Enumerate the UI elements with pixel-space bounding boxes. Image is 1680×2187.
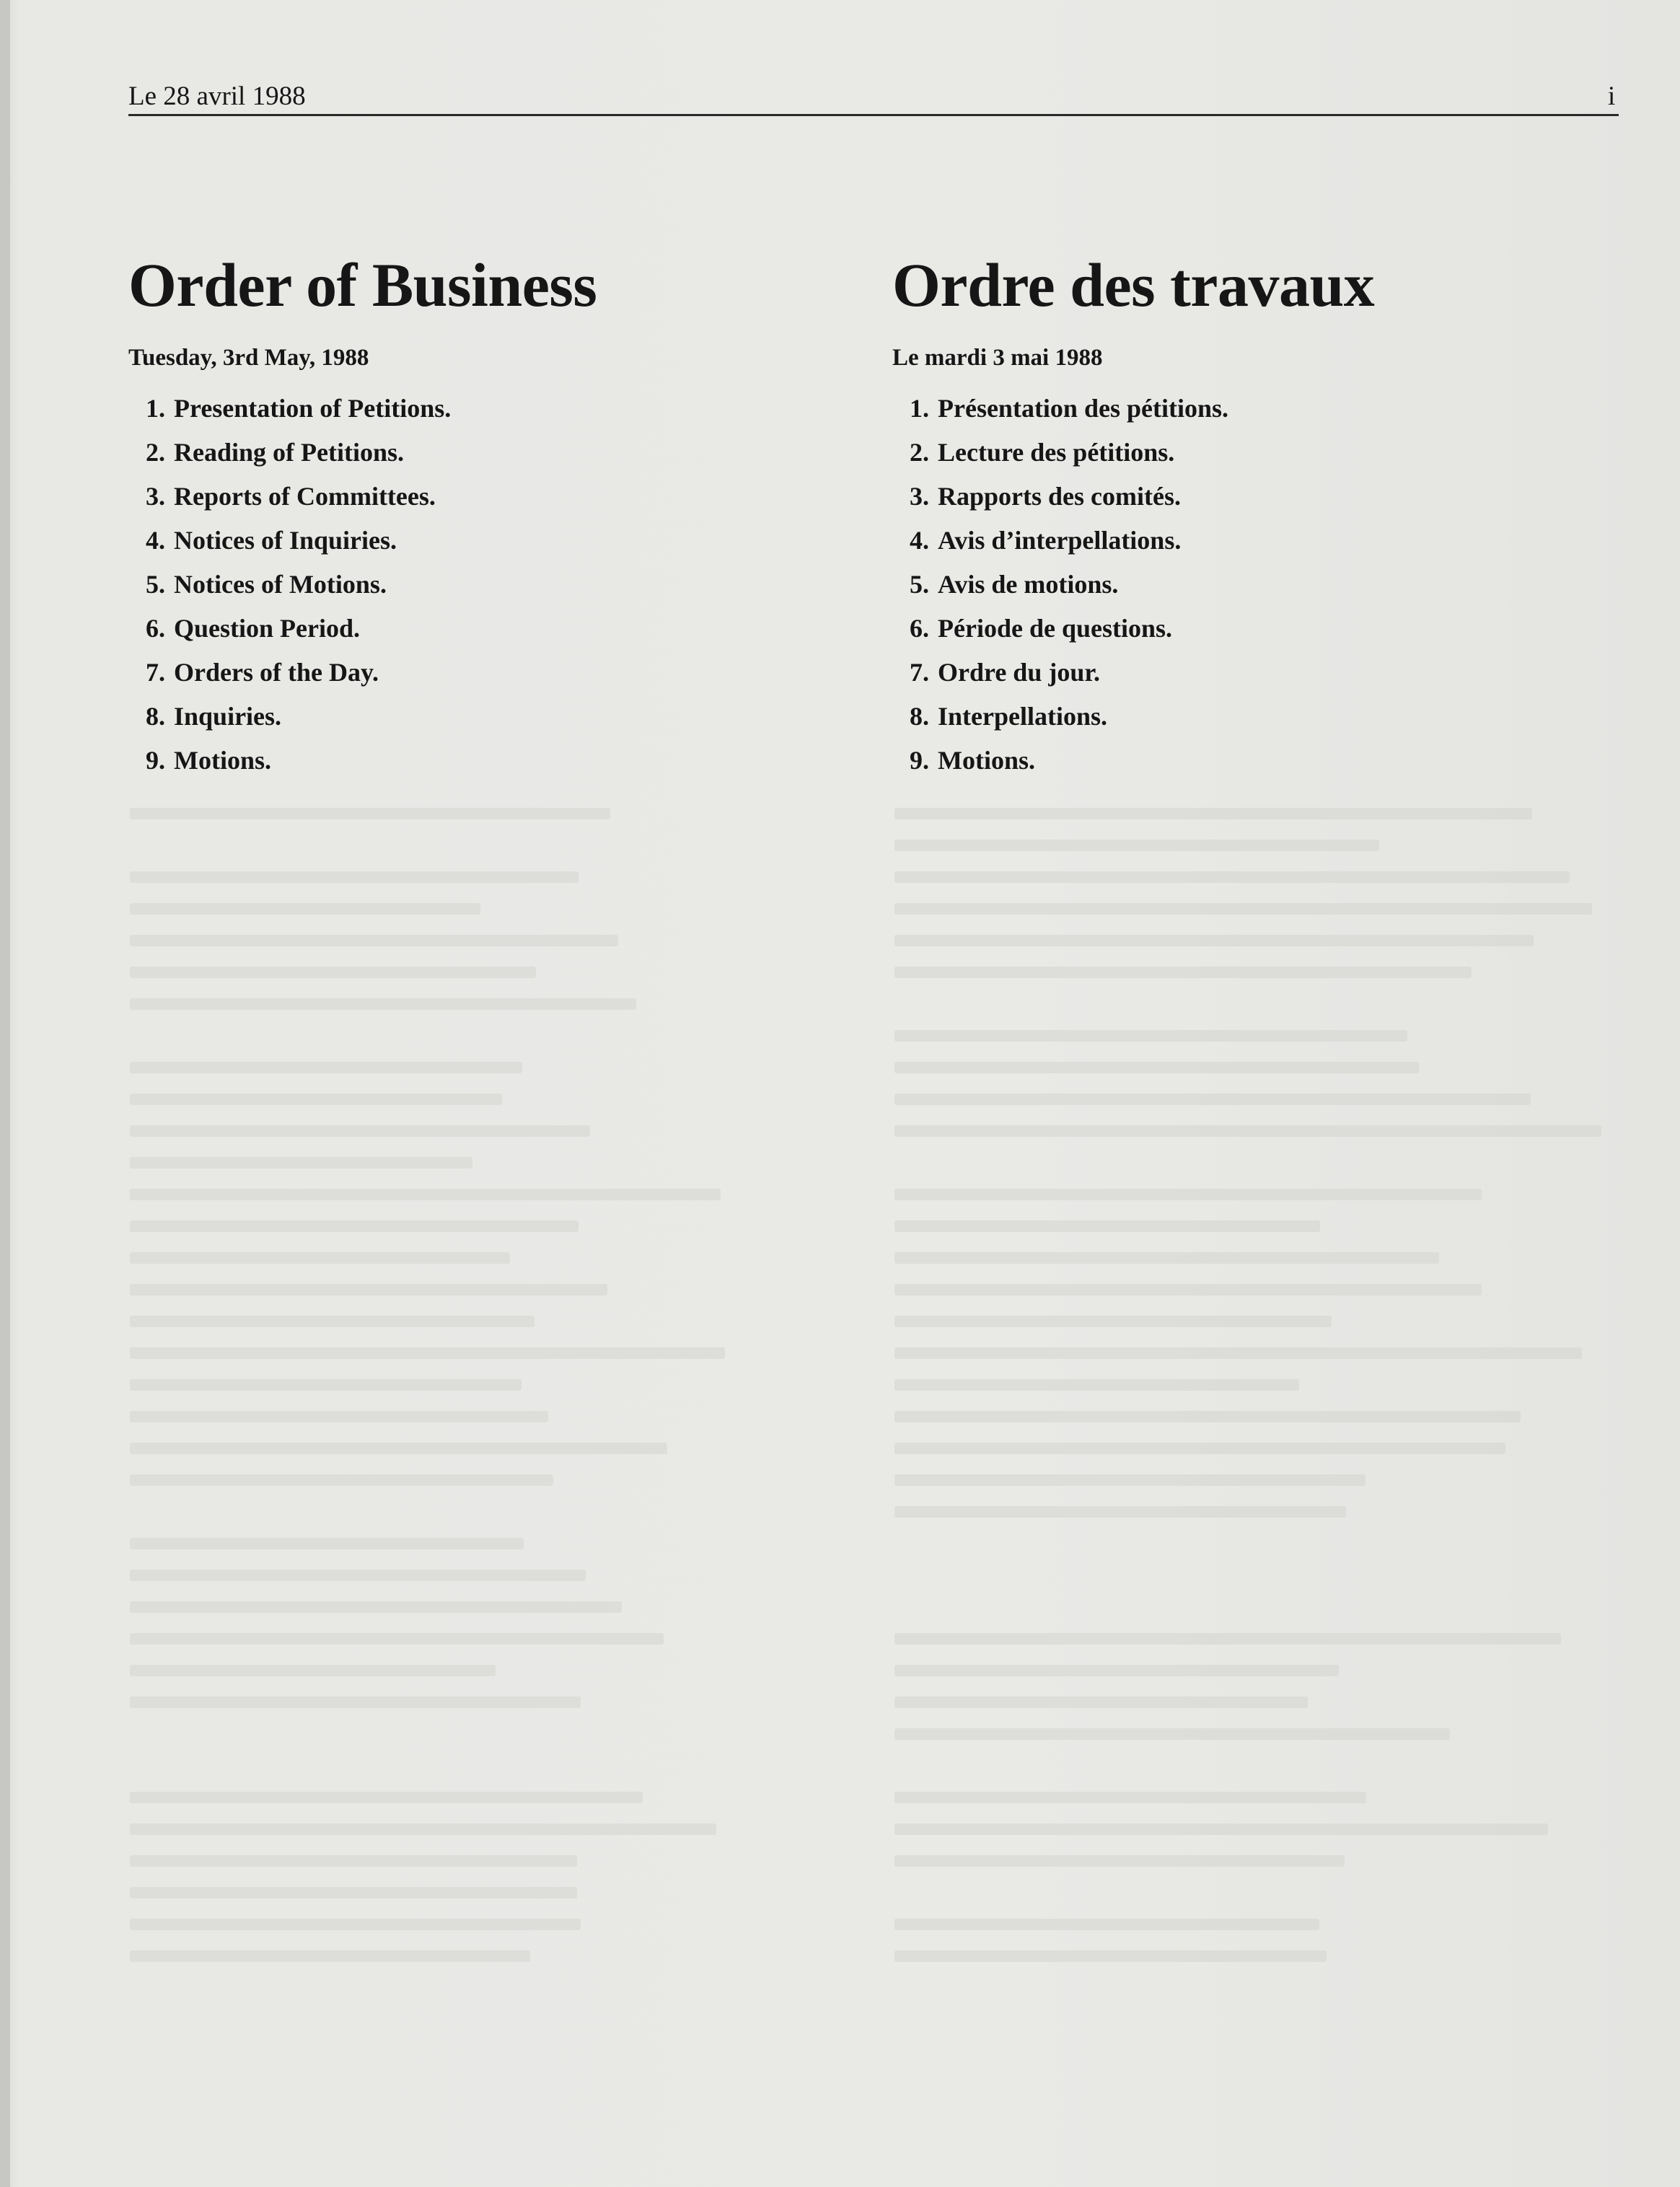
bleed-through-line — [130, 808, 610, 819]
item-label: Période de questions. — [938, 614, 1173, 643]
bleed-through-line — [894, 1316, 1332, 1327]
bleed-through-line — [130, 1538, 524, 1549]
bleed-through-line — [894, 1062, 1419, 1073]
french-order-list — [892, 393, 1228, 789]
item-label: Ordre du jour. — [938, 658, 1101, 687]
item-label: Avis de motions. — [938, 570, 1119, 599]
list-item — [892, 393, 1228, 437]
item-label: Notices of Motions. — [174, 570, 387, 599]
list-item — [128, 701, 451, 745]
bleed-through-line — [894, 1379, 1299, 1391]
bleed-through-line — [130, 1347, 725, 1359]
item-number: 2. — [910, 438, 929, 467]
list-item — [892, 525, 1228, 569]
item-number: 1. — [910, 394, 929, 423]
bleed-through-line — [894, 1411, 1521, 1422]
item-label: Rapports des comités. — [938, 482, 1181, 511]
bleed-through-line — [894, 808, 1532, 819]
item-label: Motions. — [174, 746, 271, 775]
list-item — [892, 701, 1228, 745]
french-date: Le mardi 3 mai 1988 — [892, 345, 1103, 371]
item-number: 4. — [146, 526, 165, 555]
header-rule — [128, 114, 1619, 116]
bleed-through-line — [130, 1189, 721, 1200]
bleed-through-line — [130, 1792, 643, 1803]
bleed-through-line — [894, 1823, 1548, 1835]
list-item — [128, 437, 451, 481]
english-order-list — [128, 393, 451, 789]
item-number: 7. — [910, 658, 929, 687]
bleed-through-line — [894, 1919, 1319, 1930]
bleed-through-line — [130, 1474, 553, 1486]
bleed-through-line — [130, 1919, 581, 1930]
item-number: 4. — [910, 526, 929, 555]
list-item — [892, 745, 1228, 789]
item-number: 3. — [146, 482, 165, 511]
bleed-through-line — [894, 967, 1472, 978]
bleed-through-line — [894, 1094, 1531, 1105]
list-item — [128, 613, 451, 657]
bleed-through-line — [130, 903, 480, 915]
list-item — [892, 657, 1228, 701]
list-item — [892, 613, 1228, 657]
item-number: 8. — [146, 702, 165, 731]
bleed-through-line — [894, 1030, 1407, 1042]
bleed-through-line — [894, 1125, 1601, 1137]
bleed-through-line — [130, 1443, 667, 1454]
list-item — [892, 569, 1228, 613]
bleed-through-line — [894, 1728, 1450, 1740]
header-date: Le 28 avril 1988 — [128, 82, 306, 111]
bleed-through-line — [130, 1570, 586, 1581]
item-label: Presentation of Petitions. — [174, 394, 452, 423]
item-number: 5. — [910, 570, 929, 599]
item-label: Notices of Inquiries. — [174, 526, 397, 555]
item-label: Question Period. — [174, 614, 360, 643]
item-number: 3. — [910, 482, 929, 511]
bleed-through-line — [894, 1474, 1365, 1486]
bleed-through-line — [894, 1189, 1482, 1200]
bleed-through-line — [130, 1823, 716, 1835]
bleed-through-line — [130, 1062, 522, 1073]
item-label: Orders of the Day. — [174, 658, 379, 687]
bleed-through-line — [894, 1284, 1482, 1295]
page-number: i — [1608, 82, 1616, 111]
bleed-through-line — [894, 840, 1379, 851]
bleed-through-line — [130, 998, 636, 1010]
bleed-through-line — [130, 1379, 522, 1391]
bleed-through-line — [894, 1220, 1320, 1232]
english-date: Tuesday, 3rd May, 1988 — [128, 345, 369, 371]
list-item — [128, 657, 451, 701]
bleed-through-line — [894, 1950, 1327, 1962]
bleed-through-line — [130, 1094, 502, 1105]
list-item — [128, 393, 451, 437]
list-item — [892, 437, 1228, 481]
item-number: 9. — [146, 746, 165, 775]
bleed-through-line — [894, 1855, 1345, 1867]
item-label: Reading of Petitions. — [174, 438, 404, 467]
bleed-through-line — [130, 1855, 577, 1867]
item-number: 6. — [146, 614, 165, 643]
item-label: Avis d’interpellations. — [938, 526, 1182, 555]
bleed-through-line — [894, 1792, 1366, 1803]
bleed-through-line — [894, 1697, 1308, 1708]
bleed-through-line — [130, 1252, 510, 1264]
item-number: 8. — [910, 702, 929, 731]
bleed-through-line — [130, 1284, 607, 1295]
item-label: Motions. — [938, 746, 1035, 775]
bleed-through-line — [894, 871, 1570, 883]
item-label: Inquiries. — [174, 702, 282, 731]
bleed-through-line — [130, 1601, 622, 1613]
item-label: Interpellations. — [938, 702, 1108, 731]
list-item — [128, 481, 451, 525]
bleed-through-line — [894, 935, 1534, 946]
bleed-through-line — [894, 903, 1592, 915]
bleed-through-line — [130, 1411, 548, 1422]
item-label: Reports of Committees. — [174, 482, 436, 511]
list-item — [892, 481, 1228, 525]
bleed-through-line — [894, 1506, 1346, 1518]
bleed-through-line — [130, 1665, 496, 1676]
page-spine-shadow — [0, 0, 10, 2187]
french-title: Ordre des travaux — [892, 250, 1375, 320]
item-number: 5. — [146, 570, 165, 599]
item-number: 1. — [146, 394, 165, 423]
bleed-through-line — [130, 1633, 664, 1645]
bleed-through-line — [130, 935, 618, 946]
bleed-through-line — [130, 1887, 577, 1898]
list-item — [128, 525, 451, 569]
bleed-through-line — [130, 1697, 581, 1708]
bleed-through-line — [894, 1252, 1439, 1264]
bleed-through-line — [130, 967, 536, 978]
bleed-through-line — [894, 1665, 1339, 1676]
bleed-through-line — [130, 1950, 530, 1962]
item-number: 9. — [910, 746, 929, 775]
item-label: Présentation des pétitions. — [938, 394, 1228, 423]
bleed-through-line — [130, 871, 579, 883]
list-item — [128, 569, 451, 613]
item-label: Lecture des pétitions. — [938, 438, 1175, 467]
bleed-through-line — [894, 1347, 1582, 1359]
bleed-through-line — [130, 1157, 472, 1169]
bleed-through-line — [130, 1125, 590, 1137]
bleed-through-line — [894, 1443, 1505, 1454]
bleed-through-line — [894, 1633, 1561, 1645]
english-title: Order of Business — [128, 250, 597, 320]
item-number: 2. — [146, 438, 165, 467]
bleed-through-line — [130, 1220, 579, 1232]
item-number: 6. — [910, 614, 929, 643]
bleed-through-line — [130, 1316, 535, 1327]
list-item — [128, 745, 451, 789]
item-number: 7. — [146, 658, 165, 687]
